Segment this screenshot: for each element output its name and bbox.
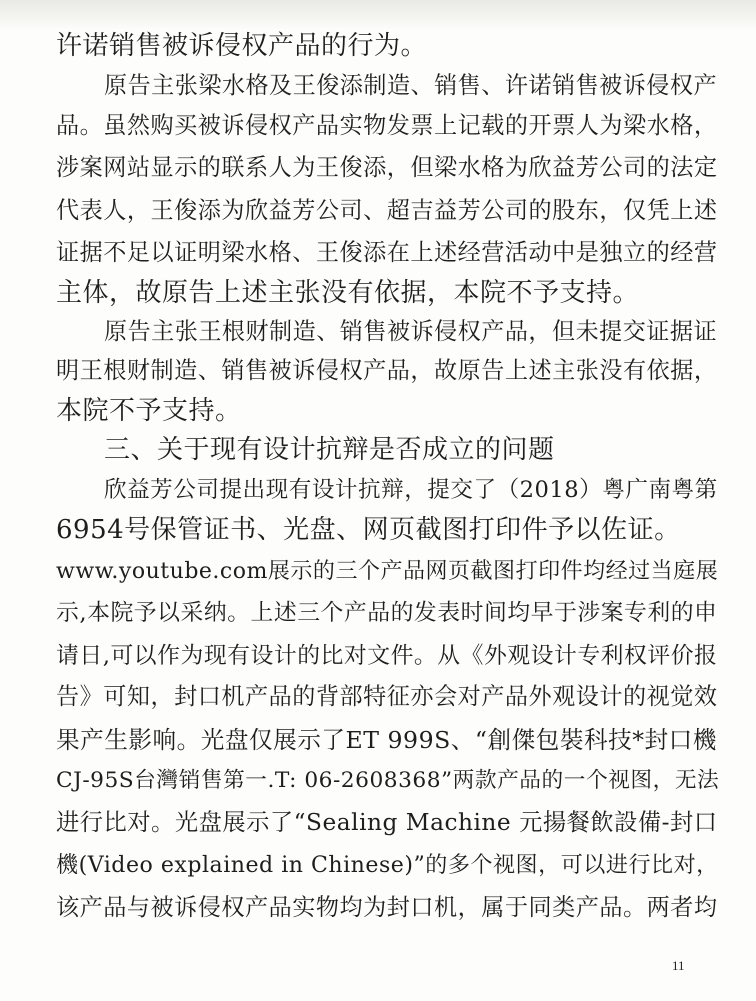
text-line: 果产生影响。光盘仅展示了ET 999S、“創傑包裝科技*封口機 [56,726,717,754]
section-heading: 三、关于现有设计抗辩是否成立的问题 [104,435,555,465]
text-line: 6954号保管证书、光盘、网页截图打印件予以佐证。 [56,515,681,545]
text-line: 原告主张梁水格及王俊添制造、销售、许诺销售被诉侵权产 [104,73,718,99]
text-line: 主体，故原告上述主张没有依据，本院不予支持。 [56,278,640,308]
text-line: 欣益芳公司提出现有设计抗辩，提交了（2018）粤广南粤第 [104,477,718,503]
text-line: 明王根财制造、销售被诉侵权产品，故原告上述主张没有依据， [56,358,718,384]
text-line: 该产品与被诉侵权产品实物均为封口机，属于同类产品。两者均 [56,895,718,921]
text-line: www.youtube.com展示的三个产品网页截图打印件均经过当庭展 [56,559,719,584]
text-line: 本院不予支持。 [56,396,242,426]
text-line: 证据不足以证明梁水格、王俊添在上述经营活动中是独立的经营 [56,240,718,266]
text-line: 涉案网站显示的联系人为王俊添，但梁水格为欣益芳公司的法定 [56,155,718,181]
text-line: 品。虽然购买被诉侵权产品实物发票上记载的开票人为梁水格， [56,113,718,139]
page-number: 11 [672,958,685,973]
text-line: 进行比对。光盘展示了“Sealing Machine 元揚餐飲設備-封口 [56,809,718,836]
text-line: 原告主张王根财制造、销售被诉侵权产品，但未提交证据证 [104,319,718,345]
text-line: CJ-95S台灣销售第一.T: 06-2608368”两款产品的一个视图，无法 [56,768,720,793]
text-line: 代表人，王俊添为欣益芳公司、超吉益芳公司的股东，仅凭上述 [56,198,718,224]
text-line: 请日,可以作为现有设计的比对文件。从《外观设计专利权评价报 [56,643,718,669]
text-line: 告》可知，封口机产品的背部特征亦会对产品外观设计的视觉效 [56,684,718,710]
text-line: 许诺销售被诉侵权产品的行为。 [56,31,428,61]
text-line: 機(Video explained in Chinese)”的多个视图，可以进行比对， [56,853,719,878]
text-line: 示,本院予以采纳。上述三个产品的发表时间均早于涉案专利的申 [56,600,718,626]
